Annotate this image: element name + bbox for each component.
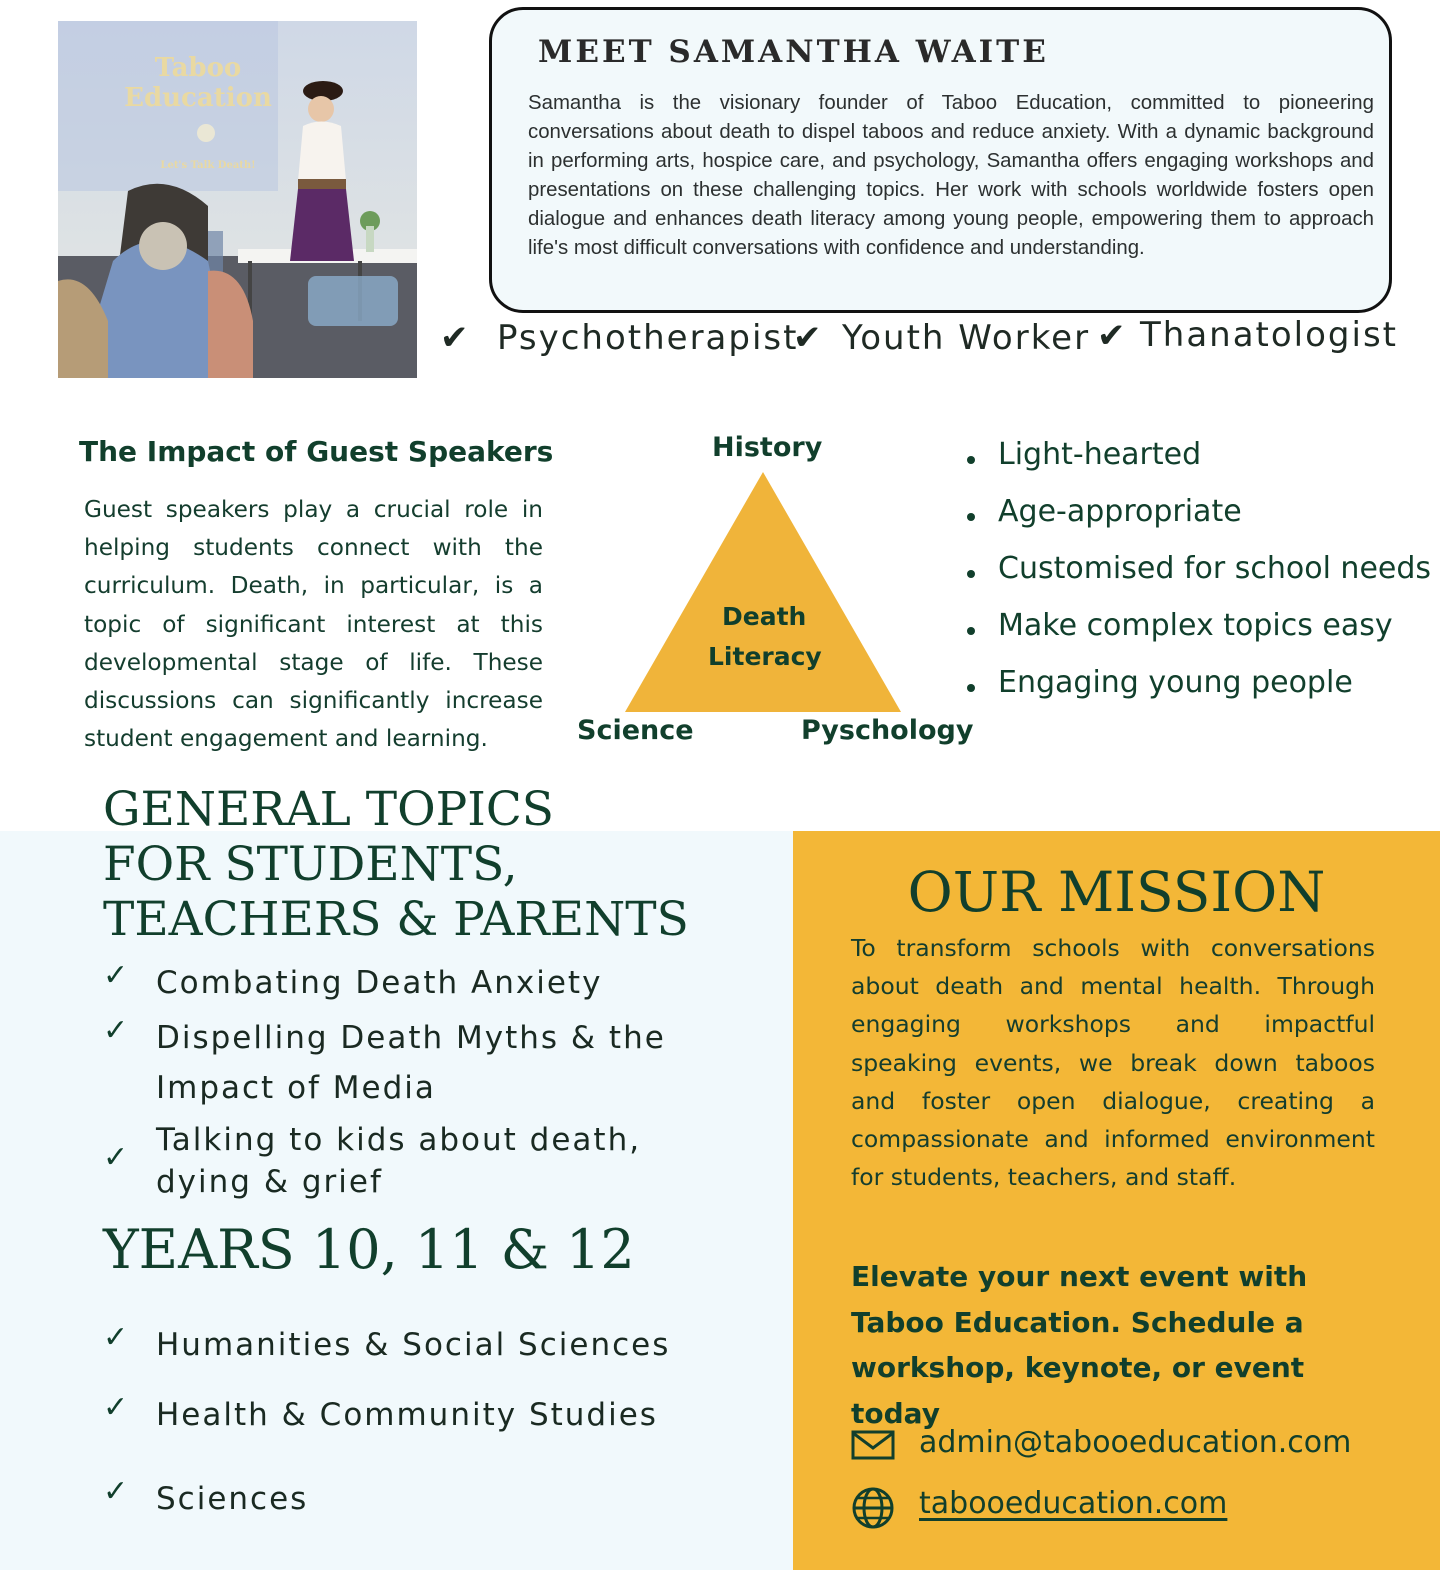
years-title: YEARS 10, 11 & 12: [103, 1218, 635, 1281]
check-icon: ✓: [103, 1140, 131, 1175]
mission-text: To transform schools with conversations about death and mental health. Through engaging workshops and impactful speaking events, we break down taboos and foster open dialogue, creating a compassionate and informed environment for students, teachers, and staff.: [851, 934, 1375, 1192]
list-item: Light-hearted: [965, 437, 1435, 494]
credential-youth-worker: Youth Worker: [842, 318, 1091, 358]
photo-screen-line3: Let's Talk Death!: [160, 160, 256, 171]
check-icon: ✓: [103, 1013, 131, 1048]
check-icon: ✔: [793, 318, 824, 358]
bio-card: [489, 7, 1392, 313]
death-literacy-diagram: [570, 430, 980, 760]
topic-text: Impact of Media: [156, 1070, 436, 1106]
features-list: [965, 437, 1435, 722]
triangle-label-center-2: Literacy: [708, 642, 822, 671]
check-icon: ✓: [103, 1474, 131, 1509]
list-item: Age-appropriate: [965, 494, 1435, 551]
website-link[interactable]: tabooeducation.com: [919, 1486, 1228, 1521]
impact-text: Guest speakers play a crucial role in helping students connect with the curriculum. Death, in particular, is a topic of significant interest at this developmental stage of life. These discussions can significantly increase student engagement and learning.: [84, 496, 543, 753]
check-icon: ✔: [1097, 316, 1128, 356]
list-item: Engaging young people: [965, 665, 1435, 722]
speaker-photo: [58, 21, 417, 378]
check-icon: ✓: [103, 1390, 131, 1425]
globe-icon: [851, 1486, 895, 1530]
email-link[interactable]: admin@tabooeducation.com: [919, 1425, 1352, 1460]
triangle-shape: [570, 430, 980, 760]
mail-icon: [851, 1430, 895, 1460]
cta-line: Taboo Education. Schedule a: [851, 1305, 1304, 1339]
subject-text: Health & Community Studies: [156, 1397, 658, 1433]
list-item: Customised for school needs: [965, 551, 1435, 608]
subject-text: Sciences: [156, 1481, 309, 1517]
topics-title-line: FOR STUDENTS,: [103, 837, 518, 892]
credential-thanatologist: Thanatologist: [1140, 315, 1398, 355]
topic-text: Dispelling Death Myths & the: [156, 1020, 666, 1056]
cta-line: Elevate your next event with: [851, 1260, 1308, 1293]
cta-line: workshop, keynote, or event today: [851, 1351, 1305, 1430]
check-icon: ✔: [440, 318, 471, 358]
topics-title-line: TEACHERS & PARENTS: [103, 892, 689, 947]
mission-title: OUR MISSION: [907, 860, 1326, 924]
triangle-label-left: Science: [577, 715, 694, 746]
subject-text: Humanities & Social Sciences: [156, 1327, 671, 1363]
topic-text: Combating Death Anxiety: [156, 965, 603, 1001]
photo-screen-line2: Education: [124, 83, 272, 113]
triangle-label-right: Pyschology: [801, 715, 974, 746]
topics-title-line: GENERAL TOPICS: [103, 782, 554, 837]
bio-title: MEET SAMANTHA WAITE: [538, 34, 1049, 70]
list-item: Make complex topics easy: [965, 608, 1435, 665]
topic-text: Talking to kids about death,: [156, 1122, 642, 1158]
credential-psychotherapist: Psychotherapist: [497, 318, 799, 358]
topics-title: [103, 782, 689, 947]
topic-text: dying & grief: [156, 1164, 383, 1200]
triangle-label-top: History: [712, 432, 823, 463]
call-to-action: [851, 1254, 1391, 1436]
triangle-label-center-1: Death: [722, 602, 807, 631]
check-icon: ✓: [103, 958, 131, 993]
impact-title: The Impact of Guest Speakers: [79, 435, 554, 468]
photo-screen-line1: Taboo: [154, 53, 242, 83]
check-icon: ✓: [103, 1320, 131, 1355]
credentials-row: [440, 315, 1400, 368]
bio-text: Samantha is the visionary founder of Taboo Education, committed to pioneering conversations about death to dispel taboos and reduce anxiety. With a dynamic background in performing arts, hospice care, and psychology, Samantha offers engaging workshops and presentations on these challenging topics. Her work with schools worldwide fosters open dialogue and enhances death literacy among young people, empowering them to approach life's most difficult conversations with confidence and understanding.: [528, 92, 1374, 259]
